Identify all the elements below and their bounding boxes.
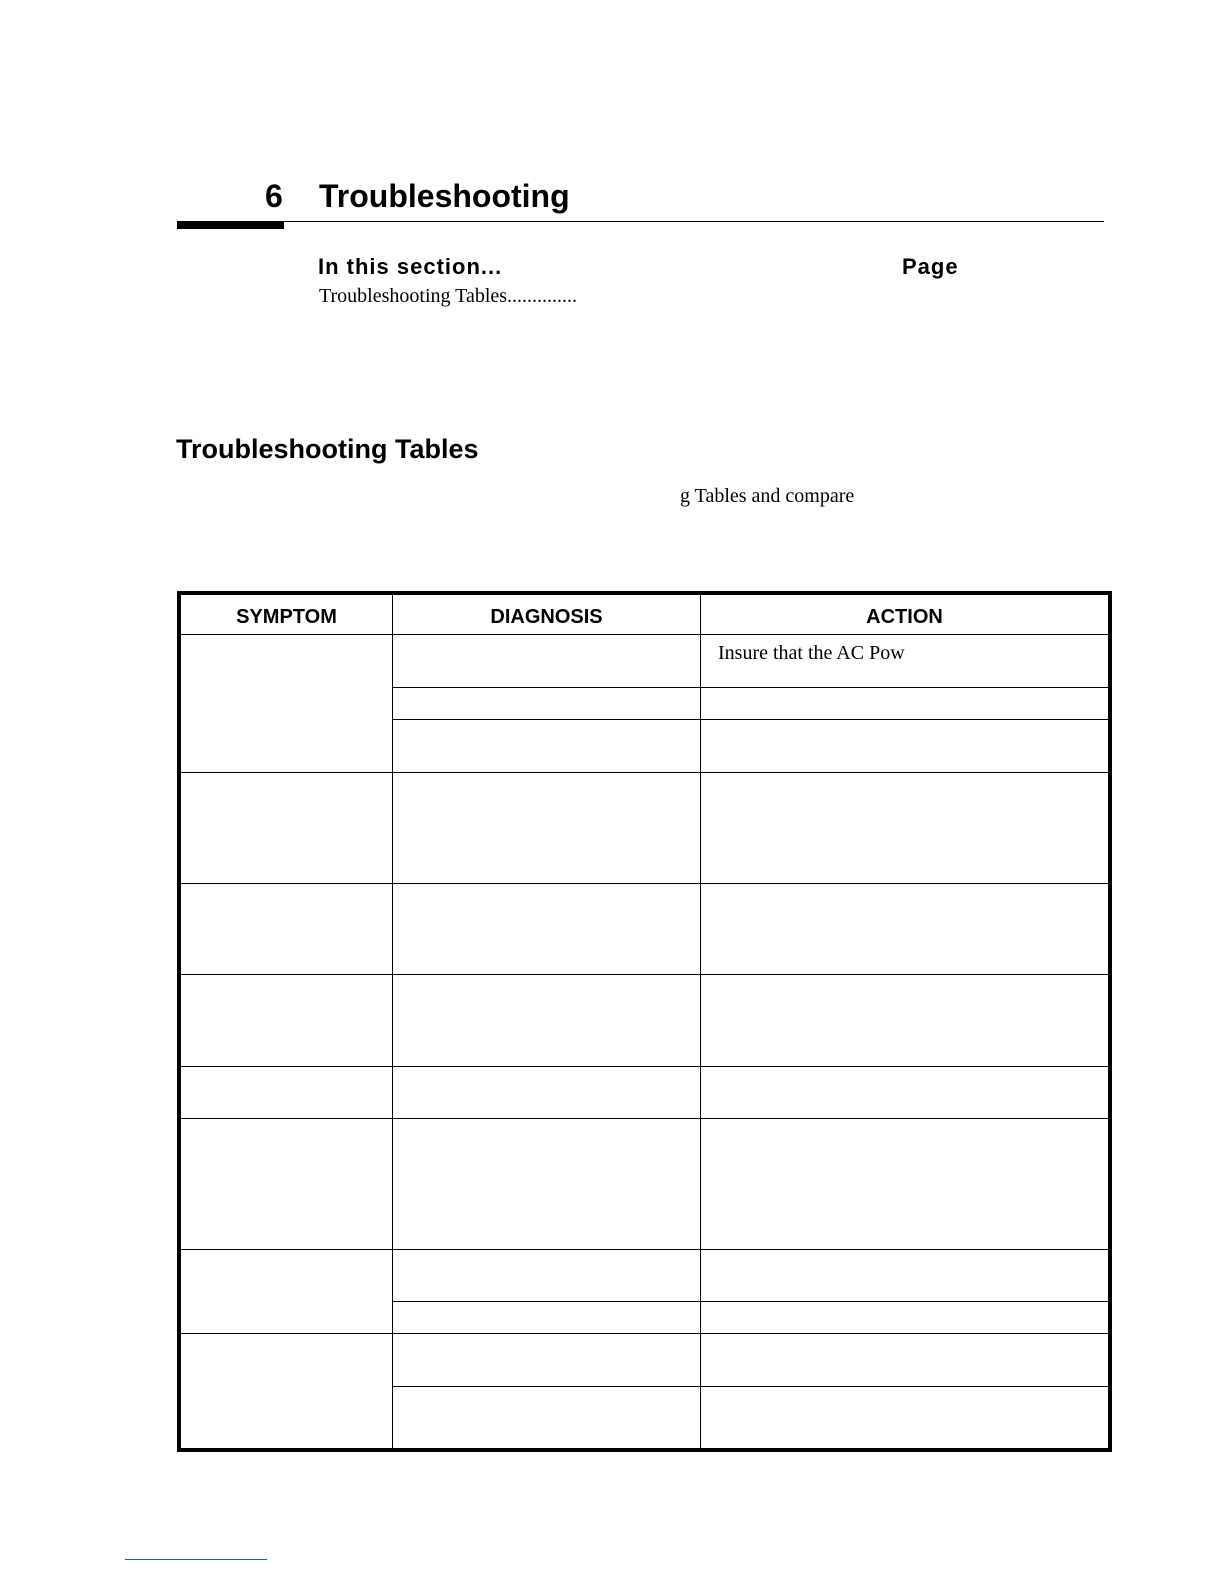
chapter-number: 6 [265, 178, 283, 214]
table-subrow-divider [392, 1301, 1108, 1302]
table-row-divider [181, 974, 1108, 975]
column-header-symptom: SYMPTOM [236, 606, 337, 628]
table-row-divider [181, 772, 1108, 773]
table-subrow-divider [392, 719, 1108, 720]
table-row-divider [181, 634, 1108, 635]
table-row-divider [181, 1118, 1108, 1119]
toc-page-label: Page [902, 254, 959, 279]
column-header-action: ACTION [866, 606, 943, 628]
table-row-divider [181, 1333, 1108, 1334]
section-intro-text: g Tables and compare [680, 485, 855, 507]
column-header-diagnosis: DIAGNOSIS [490, 606, 603, 628]
troubleshooting-table [177, 591, 1112, 1452]
footer-rule [125, 1559, 267, 1560]
table-row-divider [181, 883, 1108, 884]
section-heading: Troubleshooting Tables [176, 434, 479, 464]
table-row-divider [181, 1066, 1108, 1067]
column-divider [392, 595, 393, 1448]
chapter-title: Troubleshooting [319, 178, 570, 214]
chapter-rule [177, 221, 1104, 222]
table-row-divider [181, 1249, 1108, 1250]
toc-entry[interactable]: Troubleshooting Tables.............. [319, 285, 578, 307]
chapter-rule-tab [177, 222, 284, 229]
table-subrow-divider [392, 687, 1108, 688]
table-subrow-divider [392, 1386, 1108, 1387]
toc-heading: In this section... [318, 254, 503, 279]
table-cell-action: Insure that the AC Pow [718, 642, 905, 664]
column-divider [700, 595, 701, 1448]
